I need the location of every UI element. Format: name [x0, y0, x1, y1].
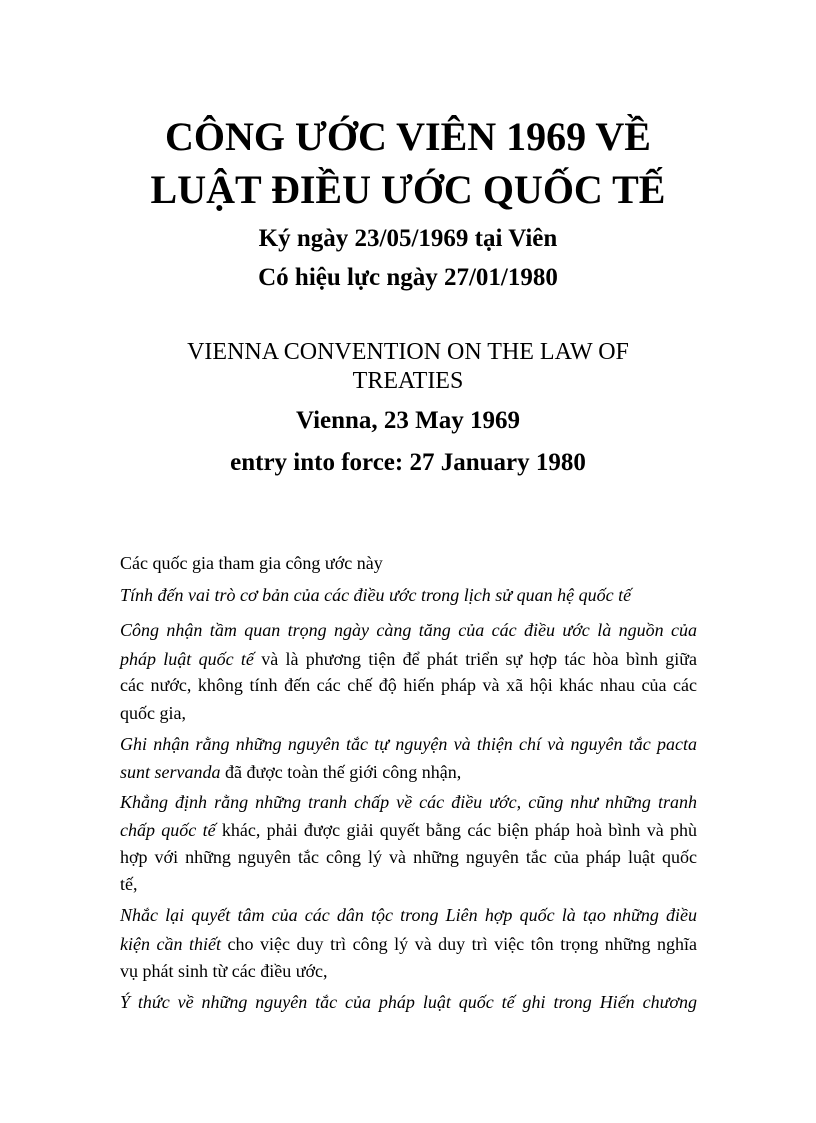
preamble-line: các nước, không tính đến các chế độ hiến pháp và xã hội khác nhau của các [120, 675, 697, 695]
preamble-line: Nhắc lại quyết tâm của các dân tộc trong Liên hợp quốc là tạo những điều [120, 905, 697, 925]
document-title-line-2: LUẬT ĐIỀU ƯỚC QUỐC TẾ [150, 167, 666, 212]
preamble-line [120, 818, 697, 842]
preamble-line [120, 760, 697, 784]
preamble-italic-phrase: chấp quốc tế [120, 820, 216, 840]
preamble-line: Khẳng định rằng những tranh chấp về các điều ước, cũng như những tranh [120, 792, 697, 812]
preamble-line: Các quốc gia tham gia công ước này [120, 553, 383, 573]
preamble-line: Tính đến vai trò cơ bản của các điều ước trong lịch sử quan hệ quốc tế [120, 585, 632, 605]
preamble-text: đã được toàn thế giới công nhận, [220, 762, 462, 782]
preamble-line: Ghi nhận rằng những nguyên tắc tự nguyện và thiện chí và nguyên tắc pacta [120, 734, 697, 754]
effective-date: Có hiệu lực ngày 27/01/1980 [258, 264, 558, 291]
preamble-italic-phrase: kiện cần thiết [120, 934, 222, 954]
document-title-line-1: CÔNG ƯỚC VIÊN 1969 VỀ [165, 114, 651, 159]
signing-date: Ký ngày 23/05/1969 tại Viên [258, 225, 558, 252]
english-title-line-1: VIENNA CONVENTION ON THE LAW OF [187, 339, 629, 365]
preamble-line [120, 647, 697, 671]
preamble-line: tế, [120, 874, 138, 894]
english-entry-into-force: entry into force: 27 January 1980 [230, 449, 586, 476]
preamble-text: cho việc duy trì công lý và duy trì việc tôn trọng những nghĩa [221, 934, 697, 954]
preamble-text: và là phương tiện để phát triển sự hợp tác hòa bình giữa [253, 649, 697, 669]
english-place-date: Vienna, 23 May 1969 [295, 407, 521, 434]
preamble-line: Ý thức về những nguyên tắc của pháp luật quốc tế ghi trong Hiến chương [120, 992, 697, 1012]
preamble-line: hợp với những nguyên tắc công lý và những nguyên tắc của pháp luật quốc [120, 847, 697, 867]
preamble-text: khác, phải được giải quyết bằng các biện pháp hoà bình và phù [215, 820, 697, 840]
preamble-italic-phrase: pháp luật quốc tế [120, 649, 254, 669]
preamble-line: vụ phát sinh từ các điều ước, [120, 961, 328, 981]
preamble-line: Công nhận tầm quan trọng ngày càng tăng của các điều ước là nguồn của [120, 620, 697, 640]
preamble-line [120, 932, 697, 956]
english-title-line-2: TREATIES [352, 368, 464, 394]
preamble-line: quốc gia, [120, 703, 186, 723]
preamble-italic-phrase: sunt servanda [120, 762, 221, 782]
